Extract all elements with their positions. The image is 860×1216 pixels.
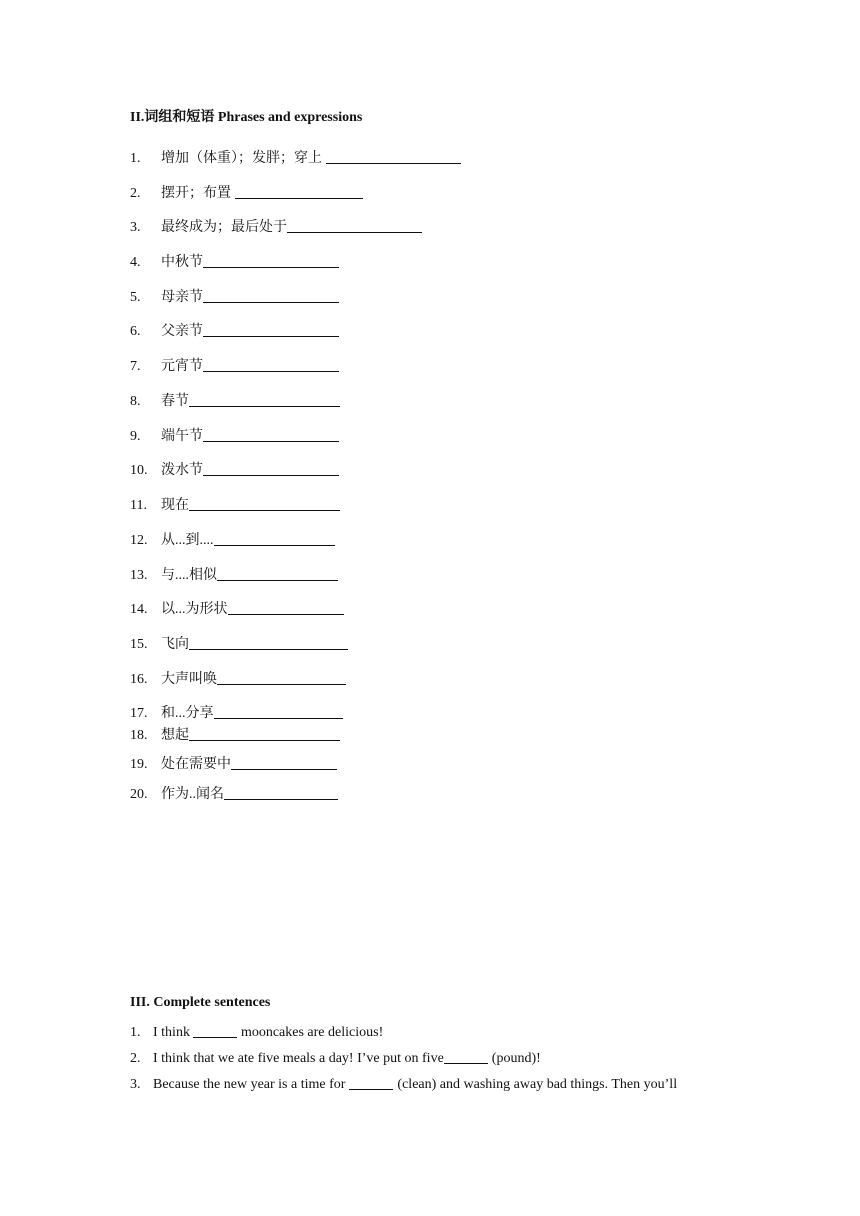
list-item: [130, 459, 339, 479]
item-number: 11.: [130, 498, 147, 513]
sentence-start: Because the new year is a time for: [153, 1077, 346, 1092]
item-number: 3.: [130, 220, 141, 235]
item-number: 12.: [130, 533, 148, 548]
sentence-end: (pound)!: [491, 1051, 541, 1066]
item-text: 元宵节: [161, 359, 203, 374]
answer-blank[interactable]: [224, 785, 338, 800]
list-item: [130, 724, 340, 744]
item-text: 摆开；布置: [161, 186, 231, 201]
sentence-end: (clean) and washing away bad things. Then you’ll: [397, 1077, 678, 1092]
answer-blank[interactable]: [203, 461, 339, 476]
section-heading-complete-sentences: III. Complete sentences: [130, 995, 271, 1010]
item-text: 飞向: [161, 637, 189, 652]
answer-blank[interactable]: [189, 392, 340, 407]
answer-blank[interactable]: [193, 1023, 237, 1038]
item-text: 与....相似: [161, 568, 217, 583]
item-number: 18.: [130, 728, 148, 743]
list-item: [130, 598, 344, 618]
item-number: 9.: [130, 429, 141, 444]
item-text: 增加（体重）；发胖；穿上: [161, 151, 322, 166]
answer-blank[interactable]: [214, 704, 343, 719]
item-number: 13.: [130, 568, 148, 583]
item-number: 10.: [130, 463, 148, 478]
item-number: 5.: [130, 290, 141, 305]
item-number: 15.: [130, 637, 148, 652]
item-text: 想起: [161, 728, 189, 743]
answer-blank[interactable]: [189, 496, 340, 511]
answer-blank[interactable]: [203, 288, 339, 303]
item-text: 和...分享: [161, 706, 214, 721]
item-number: 7.: [130, 359, 141, 374]
answer-blank[interactable]: [217, 566, 338, 581]
item-text: 以...为形状: [161, 602, 228, 617]
answer-blank[interactable]: [203, 253, 339, 268]
item-number: 16.: [130, 672, 148, 687]
item-text: 春节: [161, 394, 189, 409]
item-number: 1.: [130, 1025, 141, 1040]
item-text: 泼水节: [161, 463, 203, 478]
sentence-end: mooncakes are delicious!: [240, 1025, 384, 1040]
list-item: [130, 182, 363, 202]
item-text: 最终成为；最后处于: [161, 220, 287, 235]
list-item: [130, 564, 338, 584]
list-item: [130, 320, 339, 340]
item-text: 从...到....: [161, 533, 214, 548]
item-number: 19.: [130, 757, 148, 772]
answer-blank[interactable]: [214, 531, 335, 546]
answer-blank[interactable]: [287, 218, 422, 233]
sentence-start: I think: [153, 1025, 190, 1040]
answer-blank[interactable]: [235, 184, 363, 199]
item-text: 处在需要中: [161, 757, 231, 772]
answer-blank[interactable]: [444, 1049, 488, 1064]
list-item: [130, 147, 461, 167]
list-item: [130, 783, 338, 803]
answer-blank[interactable]: [203, 322, 339, 337]
item-number: 17.: [130, 706, 148, 721]
item-text: 大声叫唤: [161, 672, 217, 687]
item-text: 中秋节: [161, 255, 203, 270]
item-number: 20.: [130, 787, 148, 802]
item-number: 2.: [130, 186, 141, 201]
item-number: 4.: [130, 255, 141, 270]
list-item: [130, 355, 339, 375]
list-item: [130, 1047, 541, 1067]
item-text: 现在: [161, 498, 189, 513]
answer-blank[interactable]: [203, 357, 339, 372]
list-item: [130, 1073, 677, 1093]
item-text: 母亲节: [161, 290, 203, 305]
answer-blank[interactable]: [349, 1075, 393, 1090]
list-item: [130, 425, 339, 445]
list-item: [130, 753, 337, 773]
list-item: [130, 1021, 383, 1041]
item-text: 端午节: [161, 429, 203, 444]
list-item: [130, 251, 339, 271]
item-number: 1.: [130, 151, 141, 166]
list-item: [130, 668, 346, 688]
list-item: [130, 529, 335, 549]
item-number: 3.: [130, 1077, 141, 1092]
list-item: [130, 494, 340, 514]
item-number: 14.: [130, 602, 148, 617]
item-text: 父亲节: [161, 324, 203, 339]
section-heading-phrases: II.词组和短语 Phrases and expressions: [130, 110, 363, 125]
answer-blank[interactable]: [189, 726, 340, 741]
answer-blank[interactable]: [326, 149, 461, 164]
list-item: [130, 286, 339, 306]
list-item: [130, 390, 340, 410]
answer-blank[interactable]: [203, 427, 339, 442]
answer-blank[interactable]: [189, 635, 348, 650]
item-text: 作为..闻名: [161, 787, 224, 802]
answer-blank[interactable]: [228, 600, 344, 615]
item-number: 2.: [130, 1051, 141, 1066]
list-item: [130, 633, 348, 653]
item-number: 8.: [130, 394, 141, 409]
item-number: 6.: [130, 324, 141, 339]
list-item: [130, 702, 343, 722]
answer-blank[interactable]: [217, 670, 346, 685]
sentence-start: I think that we ate five meals a day! I’ve put on five: [153, 1051, 444, 1066]
answer-blank[interactable]: [231, 755, 337, 770]
list-item: [130, 216, 422, 236]
